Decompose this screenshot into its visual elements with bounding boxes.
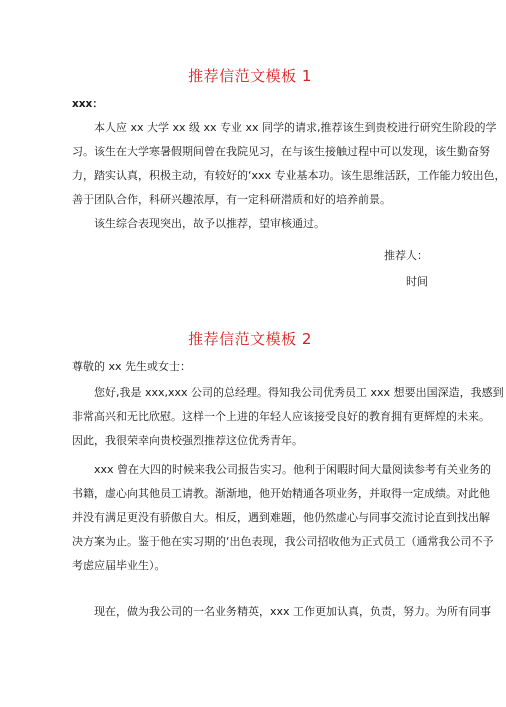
section2-salutation: 尊敬的 xx 先生或女士： [72,360,192,373]
section2-para1-line3: 因此，我很荣幸向贵校强烈推荐这位优秀青年。 [72,434,303,447]
section2-title: 推荐信范文模板 2 [188,330,312,348]
section1-time: 时间 [406,275,428,288]
section2-para1-line1: 您好,我是 xxx,xxx 公司的总经理。得知我公司优秀员工 xxx 想要出国深造，我感到 [94,386,504,399]
section1-title: 推荐信范文模板 1 [188,67,312,85]
section1-para1-line1: 本人应 xx 大学 xx 级 xx 专业 xx 同学的请求,推荐该生到贵校进行研究生阶段的学 [94,121,497,134]
section1-recommender: 推荐人： [384,249,428,262]
section1-para1-line2: 习。该生在大学寒暑假期间曾在我院见习，在与该生接触过程中可以发现，该生勤奋努 [72,145,490,158]
section1-para1-line3: 力，踏实认真，积极主动，有较好的‘xxx 专业基本功。该生思维活跃，工作能力较出色， [72,169,506,182]
section2-para3-line1: 现在，做为我公司的一名业务精英，xxx 工作更加认真，负责，努力。为所有同事 [94,605,492,618]
section2-para2-line4: 决方案为止。鉴于他在实习期的‘出色表现，我公司招收他为正式员工（通常我公司不予 [72,535,494,548]
section2-para2-line1: xxx 曾在大四的时候来我公司报告实习。他利于闲暇时间大量阅读参考有关业务的 [94,463,492,476]
section1-para1-line4: 善于团队合作，科研兴趣浓厚，有一定科研潜质和好的培养前景。 [72,193,391,206]
section2-para2-line3: 并没有满足更没有骄傲自大。相反，遇到难题，他仍然虚心与同事交流讨论直到找出解 [72,511,490,524]
section1-para2: 该生综合表现突出，故予以推荐，望审核通过。 [94,217,325,230]
section2-para1-line2: 非常高兴和无比欣慰。这样一个上进的年轻人应该接受良好的教育拥有更辉煌的未来。 [72,410,490,423]
section1-salutation: xxx： [72,98,103,110]
section2-para2-line5: 考虑应届毕业生）。 [72,559,166,572]
section2-para2-line2: 书籍，虚心向其他员工请教。渐渐地，他开始精通各项业务，并取得一定成绩。对此他 [72,487,490,500]
